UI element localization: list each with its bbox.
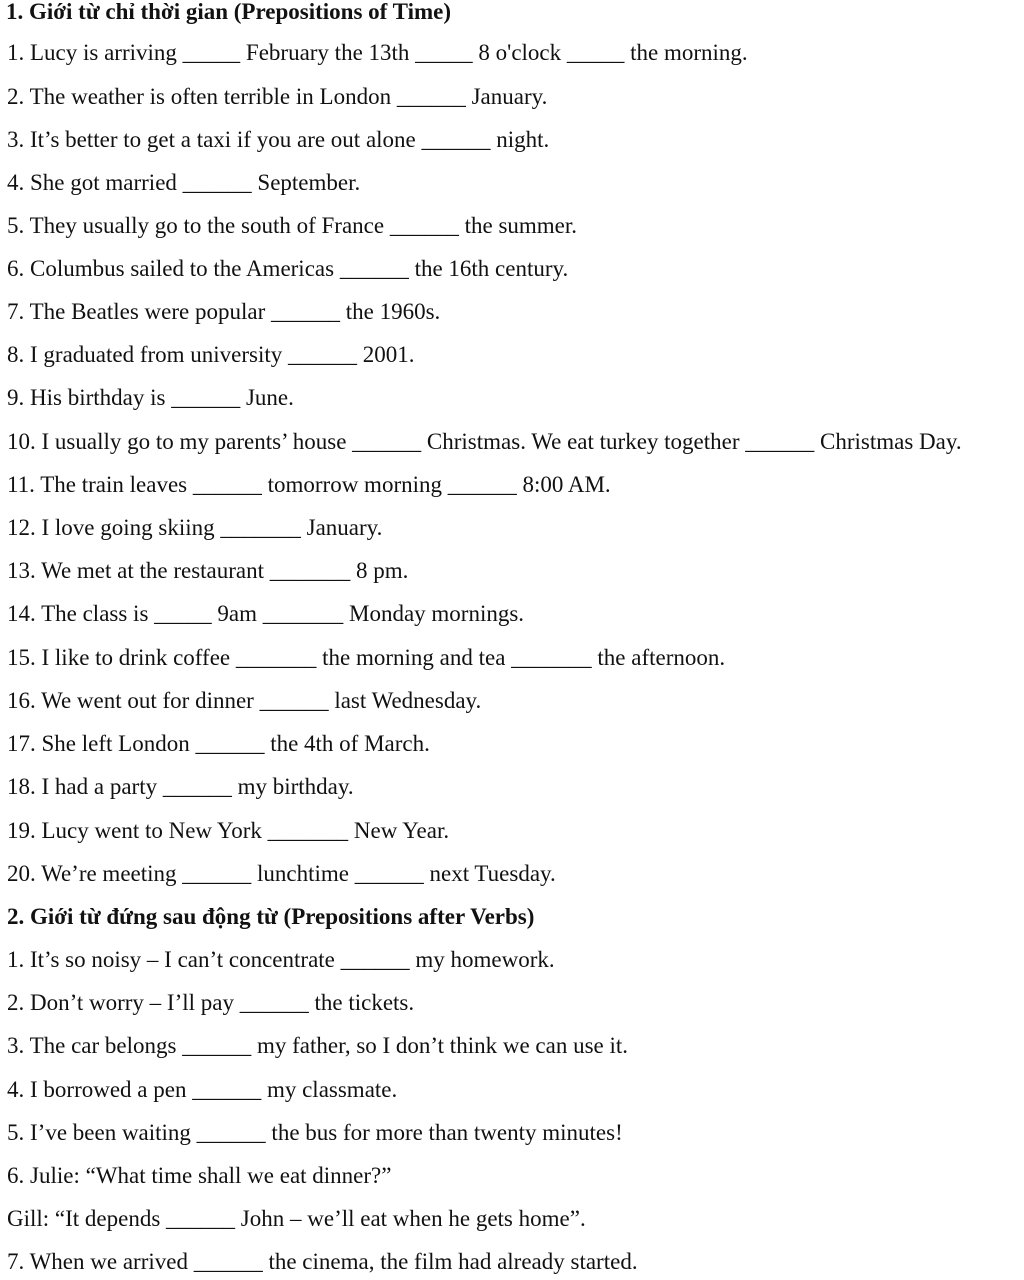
exercise-item: 4. She got married ______ September. [7, 170, 361, 195]
exercise-item: 5. They usually go to the south of France ______ the summer. [7, 213, 578, 238]
exercise-item: 7. When we arrived ______ the cinema, the film had already started. [7, 1249, 638, 1274]
exercise-item: 3. The car belongs ______ my father, so I don’t think we can use it. [7, 1033, 629, 1058]
exercise-item: 1. Lucy is arriving _____ February the 13th _____ 8 o'clock _____ the morning. [7, 40, 748, 65]
section-2-heading: 2. Giới từ đứng sau động từ (Prepositions after Verbs) [7, 904, 535, 929]
exercise-item: 11. The train leaves ______ tomorrow morning ______ 8:00 AM. [7, 472, 611, 497]
exercise-item: 15. I like to drink coffee _______ the morning and tea _______ the afternoon. [7, 645, 726, 670]
exercise-item: 2. Don’t worry – I’ll pay ______ the tickets. [7, 990, 415, 1015]
exercise-item: Gill: “It depends ______ John – we’ll eat when he gets home”. [7, 1206, 586, 1231]
exercise-item: 20. We’re meeting ______ lunchtime ______ next Tuesday. [7, 861, 556, 886]
exercise-item: 13. We met at the restaurant _______ 8 pm. [7, 558, 409, 583]
exercise-item: 8. I graduated from university ______ 2001. [7, 342, 415, 367]
exercise-item: 18. I had a party ______ my birthday. [7, 774, 354, 799]
exercise-item: 10. I usually go to my parents’ house ______ Christmas. We eat turkey together ______ Christmas Day. [7, 429, 962, 454]
exercise-item: 3. It’s better to get a taxi if you are out alone ______ night. [7, 127, 550, 152]
exercise-item: 2. The weather is often terrible in London ______ January. [7, 84, 548, 109]
exercise-item: 7. The Beatles were popular ______ the 1960s. [7, 299, 441, 324]
exercise-item: 14. The class is _____ 9am _______ Monday mornings. [7, 601, 525, 626]
exercise-item: 9. His birthday is ______ June. [7, 385, 294, 410]
exercise-item: 6. Columbus sailed to the Americas ______ the 16th century. [7, 256, 569, 281]
exercise-item: 12. I love going skiing _______ January. [7, 515, 383, 540]
exercise-item: 5. I’ve been waiting ______ the bus for more than twenty minutes! [7, 1120, 623, 1145]
exercise-item: 17. She left London ______ the 4th of March. [7, 731, 430, 756]
section-1-heading: 1. Giới từ chỉ thời gian (Prepositions of Time) [6, 0, 451, 24]
exercise-item: 1. It’s so noisy – I can’t concentrate ______ my homework. [7, 947, 555, 972]
exercise-item: 19. Lucy went to New York _______ New Year. [7, 818, 450, 843]
exercise-item: 6. Julie: “What time shall we eat dinner?” [7, 1163, 392, 1188]
exercise-item: 16. We went out for dinner ______ last Wednesday. [7, 688, 482, 713]
exercise-item: 4. I borrowed a pen ______ my classmate. [7, 1077, 398, 1102]
